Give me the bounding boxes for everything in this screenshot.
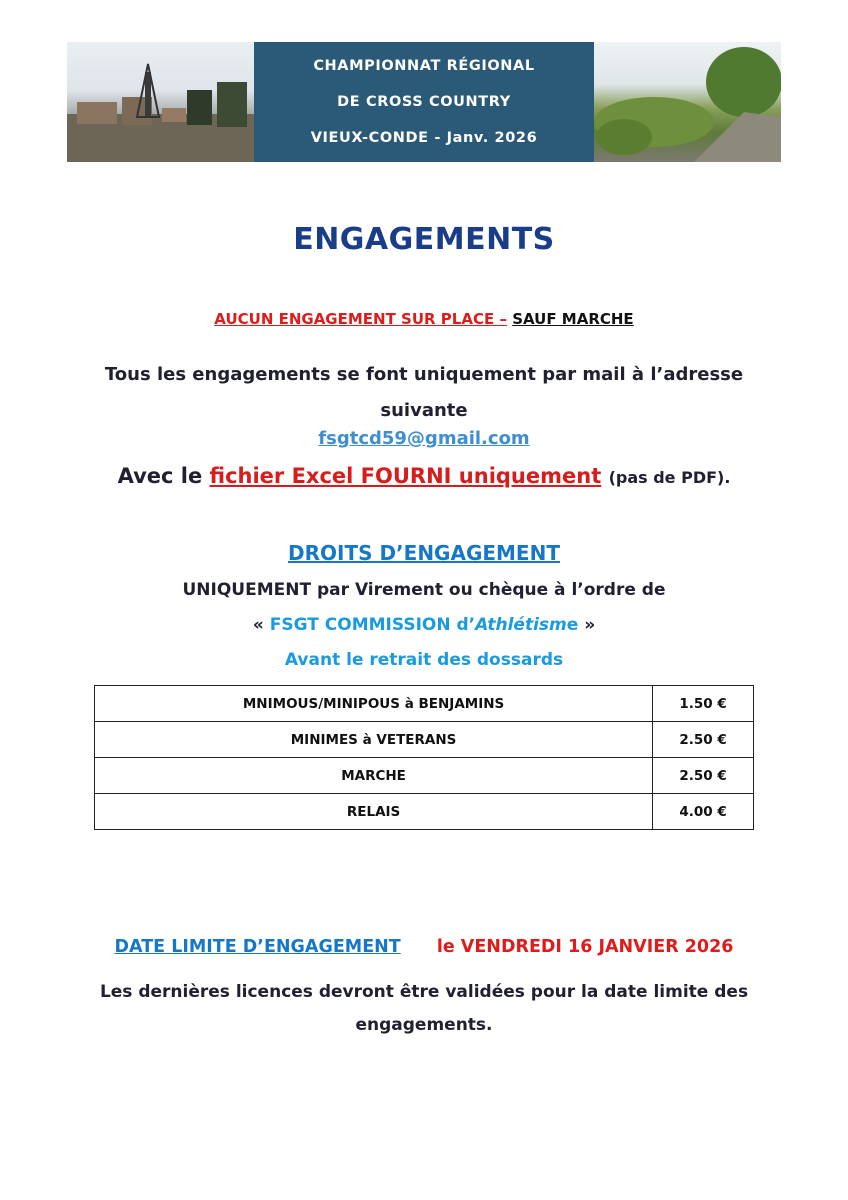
table-row [95, 758, 754, 794]
fee-price: 2.50 € [653, 758, 754, 794]
registration-deadline [0, 937, 848, 957]
payee-italic: Athlétism [475, 615, 567, 635]
fees-heading: DROITS D’ENGAGEMENT [288, 541, 560, 565]
excel-prefix: Avec le [117, 464, 203, 488]
banner-line-2: DE CROSS COUNTRY [337, 94, 511, 110]
fee-price: 2.50 € [653, 722, 754, 758]
table-row [95, 686, 754, 722]
header-banner [67, 42, 781, 162]
notice-part-2: SAUF MARCHE [512, 310, 634, 328]
mine-headframe-photo [67, 42, 254, 162]
no-onsite-notice [0, 310, 848, 328]
page-title: ENGAGEMENTS [293, 222, 555, 257]
licence-line-2: engagements. [355, 1015, 493, 1035]
banner-line-1: CHAMPIONNAT RÉGIONAL [313, 58, 535, 74]
deadline-date: le VENDREDI 16 JANVIER 2026 [436, 937, 734, 957]
excel-suffix: (pas de PDF). [608, 468, 731, 487]
email-link[interactable]: fsgtcd59@gmail.com [318, 428, 530, 449]
deadline-label: DATE LIMITE D’ENGAGEMENT [114, 937, 401, 957]
excel-highlight: fichier Excel FOURNI uniquement [209, 464, 602, 488]
licence-note [0, 976, 848, 1042]
intro-text [0, 357, 848, 429]
fees-table [94, 685, 754, 830]
fee-category: MNIMOUS/MINIPOUS à BENJAMINS [95, 686, 653, 722]
fee-category: RELAIS [95, 794, 653, 830]
intro-line-2: suivante [380, 400, 468, 421]
intro-line-1: Tous les engagements se font uniquement par mail à l’adresse [104, 364, 744, 385]
landscape-photo [594, 42, 781, 162]
banner-title-box [254, 42, 594, 162]
notice-part-1: AUCUN ENGAGEMENT SUR PLACE – [214, 310, 507, 328]
payment-strong: UNIQUEMENT [182, 580, 312, 600]
banner-line-3: VIEUX-CONDE - Janv. 2026 [310, 130, 538, 146]
payment-rest: par Virement ou chèque à l’ordre de [317, 580, 666, 600]
payee-name [0, 615, 848, 635]
licence-line-1: Les dernières licences devront être validées pour la date limite des [99, 982, 749, 1002]
payee-end: e [566, 615, 579, 635]
fee-category: MINIMES à VETERANS [95, 722, 653, 758]
fee-price: 1.50 € [653, 686, 754, 722]
payment-method [0, 580, 848, 600]
quote-open: « [252, 615, 264, 635]
table-row [95, 722, 754, 758]
table-row [95, 794, 754, 830]
payment-deadline-note: Avant le retrait des dossards [284, 650, 564, 670]
quote-close: » [584, 615, 596, 635]
fee-price: 4.00 € [653, 794, 754, 830]
fee-category: MARCHE [95, 758, 653, 794]
payee-main: FSGT COMMISSION d’ [269, 615, 476, 635]
excel-requirement [0, 464, 848, 488]
